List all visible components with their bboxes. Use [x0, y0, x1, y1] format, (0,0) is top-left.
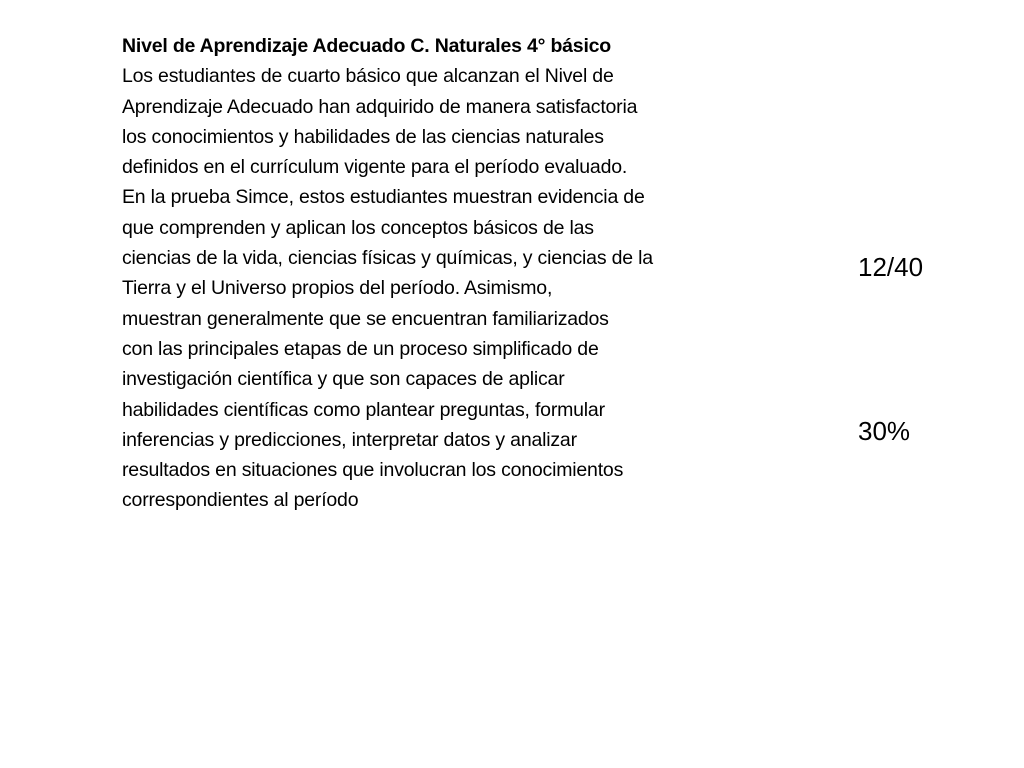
body-line: inferencias y predicciones, interpretar datos y analizar	[122, 428, 577, 451]
body-line: resultados en situaciones que involucran los conocimientos	[122, 459, 624, 482]
body-line: los conocimientos y habilidades de las ciencias naturales	[122, 125, 604, 148]
percent-value: 30%	[858, 416, 911, 446]
body-line: muestran generalmente que se encuentran familiarizados	[122, 307, 609, 330]
body-line: Aprendizaje Adecuado han adquirido de manera satisfactoria	[122, 95, 638, 118]
description-text-block	[122, 31, 782, 516]
body-line: Tierra y el Universo propios del período. Asimismo,	[122, 277, 553, 300]
body-line: Los estudiantes de cuarto básico que alcanzan el Nivel de	[122, 65, 614, 88]
body-line: ciencias de la vida, ciencias físicas y químicas, y ciencias de la	[122, 247, 653, 270]
document-title: Nivel de Aprendizaje Adecuado C. Naturales 4° básico	[122, 35, 612, 57]
body-line: que comprenden y aplican los conceptos básicos de las	[122, 216, 594, 239]
body-line: definidos en el currículum vigente para el período evaluado.	[122, 156, 628, 179]
body-line: investigación científica y que son capaces de aplicar	[122, 368, 565, 391]
body-line: con las principales etapas de un proceso simplificado de	[122, 337, 599, 360]
body-line: correspondientes al período	[122, 489, 359, 512]
body-line: habilidades científicas como plantear preguntas, formular	[122, 398, 605, 421]
body-line: En la prueba Simce, estos estudiantes muestran evidencia de	[122, 186, 645, 209]
score-value: 12/40	[858, 252, 924, 282]
